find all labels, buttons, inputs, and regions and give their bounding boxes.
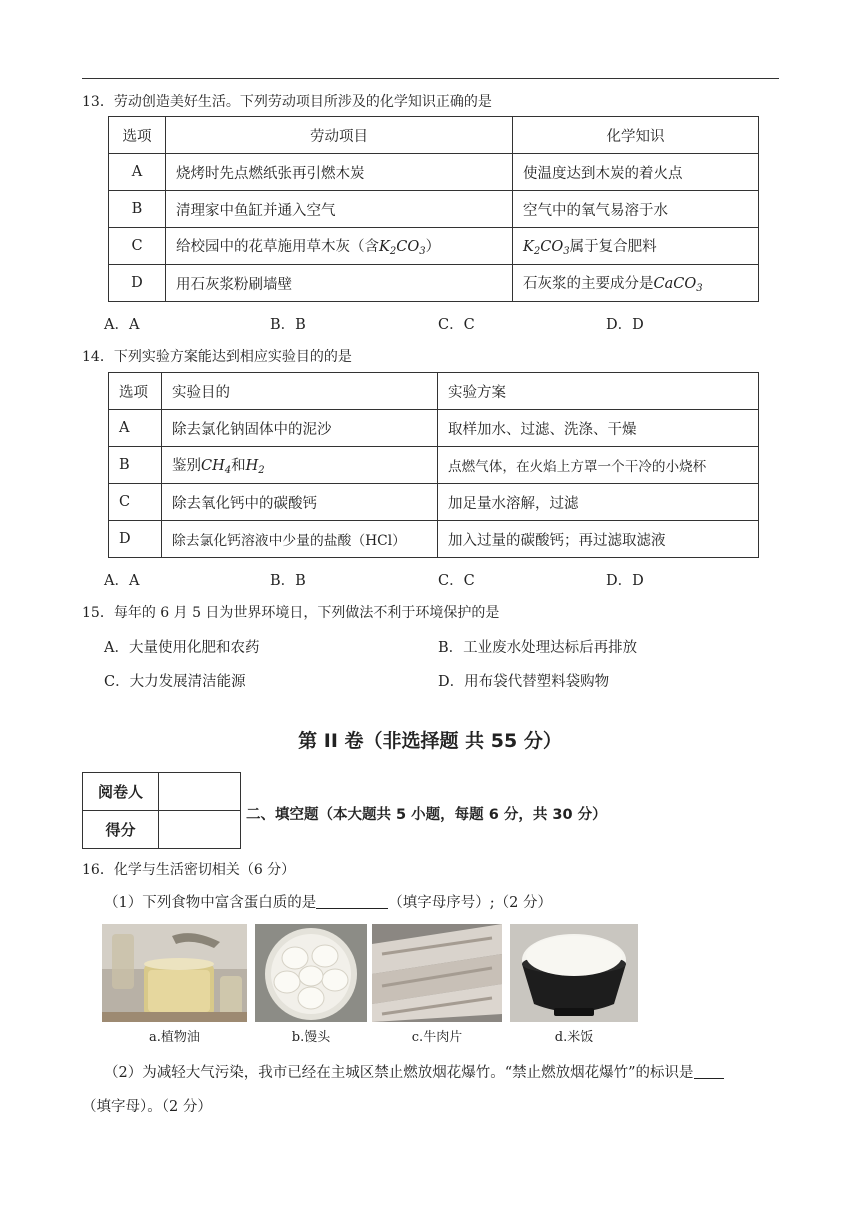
grading-box: [82, 772, 241, 849]
table-row: [109, 410, 759, 447]
q14-header-plan: 实验方案: [438, 373, 759, 410]
q14-choice-a: A．A: [104, 573, 140, 589]
score-cell: [159, 811, 241, 849]
q14-d-goal: 除去氯化钙溶液中少量的盐酸（HCl）: [162, 521, 438, 558]
q13-c-knowledge: $K_2CO_3$属于复合肥料: [513, 228, 759, 265]
table-row: [109, 447, 759, 484]
q14-a-option: A: [109, 410, 162, 447]
q14-choice-b: B．B: [270, 573, 306, 589]
q13-b-item: 清理家中鱼缸并通入空气: [166, 191, 513, 228]
q13-header-item: 劳动项目: [166, 117, 513, 154]
steamed-bun-image: [255, 924, 367, 1022]
q14-c-option: C: [109, 484, 162, 521]
q15-choice-d: D．用布袋代替塑料袋购物: [438, 674, 610, 690]
q15-choice-b: B．工业废水处理达标后再排放: [438, 640, 638, 656]
food-rice: [510, 924, 638, 1045]
q13-a-knowledge: 使温度达到木炭的着火点: [513, 154, 759, 191]
q16-part1-answer-blank[interactable]: [316, 894, 388, 909]
q13-header-option: 选项: [109, 117, 166, 154]
top-rule: [82, 78, 779, 79]
q16-stem: 16．化学与生活密切相关（6 分）: [82, 862, 296, 878]
vegetable-oil-image: [102, 924, 247, 1022]
food-caption: b.馒头: [291, 1030, 331, 1045]
q14-d-plan: 加入过量的碳酸钙；再过滤取滤液: [438, 521, 759, 558]
table-row: [109, 228, 759, 265]
q13-b-knowledge: 空气中的氧气易溶于水: [513, 191, 759, 228]
q15-choice-c: C．大力发展清洁能源: [104, 674, 246, 690]
q14-c-plan: 加足量水溶解，过滤: [438, 484, 759, 521]
q13-choice-a: A．A: [104, 317, 140, 333]
q13-c-item: 给校园中的花草施用草木灰（含$K_2CO_3$）: [166, 228, 513, 265]
food-bun: [255, 924, 367, 1045]
q14-header-option: 选项: [109, 373, 162, 410]
q15-choice-a: A．大量使用化肥和农药: [104, 640, 260, 656]
q14-b-goal: 鉴别$CH_4$和$H_2$: [162, 447, 438, 484]
q13-choice-c: C．C: [438, 317, 475, 333]
q16-part2-line1: （2）为减轻大气污染，我市已经在主城区禁止燃放烟花爆竹。“禁止燃放烟花爆竹”的标识是: [104, 1061, 724, 1082]
table-row: [109, 265, 759, 302]
q16-part1: （1）下列食物中富含蛋白质的是 （填字母序号）;（2 分）: [104, 895, 552, 911]
q16-part2-line2: （填字母）。（2 分）: [82, 1099, 212, 1115]
table-row: [109, 154, 759, 191]
grader-label: 阅卷人: [83, 773, 159, 811]
q13-choice-d: D．D: [606, 317, 644, 333]
q13-choice-b: B．B: [270, 317, 306, 333]
q14-table: [108, 372, 759, 558]
table-row: [109, 484, 759, 521]
q16-part2-answer-blank[interactable]: [694, 1064, 724, 1079]
q15-stem: 15．每年的 6 月 5 日为世界环境日，下列做法不利于环境保护的是: [82, 605, 500, 621]
table-row: [83, 811, 241, 849]
section-title: 第 II 卷（非选择题 共 55 分）: [298, 730, 562, 752]
q14-a-goal: 除去氯化钠固体中的泥沙: [162, 410, 438, 447]
food-beef: [372, 924, 502, 1045]
q13-stem: 13．劳动创造美好生活。下列劳动项目所涉及的化学知识正确的是: [82, 94, 492, 110]
food-caption: a.植物油: [149, 1030, 200, 1045]
q14-d-option: D: [109, 521, 162, 558]
q14-stem: 14．下列实验方案能达到相应实验目的的是: [82, 349, 352, 365]
q13-header-knowledge: 化学知识: [513, 117, 759, 154]
q13-d-knowledge: 石灰浆的主要成分是CaCO$_3$: [513, 265, 759, 302]
q13-table: [108, 116, 759, 302]
grader-cell: [159, 773, 241, 811]
table-row: [109, 373, 759, 410]
rice-image: [510, 924, 638, 1022]
score-label: 得分: [83, 811, 159, 849]
q14-header-goal: 实验目的: [162, 373, 438, 410]
q14-b-plan: 点燃气体，在火焰上方罩一个干冷的小烧杯: [438, 447, 759, 484]
q14-b-option: B: [109, 447, 162, 484]
q14-choice-d: D．D: [606, 573, 644, 589]
q13-c-option: C: [109, 228, 166, 265]
food-oil: [102, 924, 247, 1045]
q13-a-option: A: [109, 154, 166, 191]
q13-a-item: 烧烤时先点燃纸张再引燃木炭: [166, 154, 513, 191]
q14-c-goal: 除去氧化钙中的碳酸钙: [162, 484, 438, 521]
q13-b-option: B: [109, 191, 166, 228]
table-row: [109, 191, 759, 228]
food-caption: c.牛肉片: [411, 1030, 463, 1045]
food-caption: d.米饭: [554, 1030, 594, 1045]
beef-slices-image: [372, 924, 502, 1022]
q14-choice-c: C．C: [438, 573, 475, 589]
q13-d-item: 用石灰浆粉刷墙壁: [166, 265, 513, 302]
table-row: [109, 521, 759, 558]
table-row: [83, 773, 241, 811]
q13-d-option: D: [109, 265, 166, 302]
section-heading: 二、填空题（本大题共 5 小题，每题 6 分，共 30 分）: [246, 807, 607, 823]
table-row: [109, 117, 759, 154]
q14-a-plan: 取样加水、过滤、洗涤、干燥: [438, 410, 759, 447]
